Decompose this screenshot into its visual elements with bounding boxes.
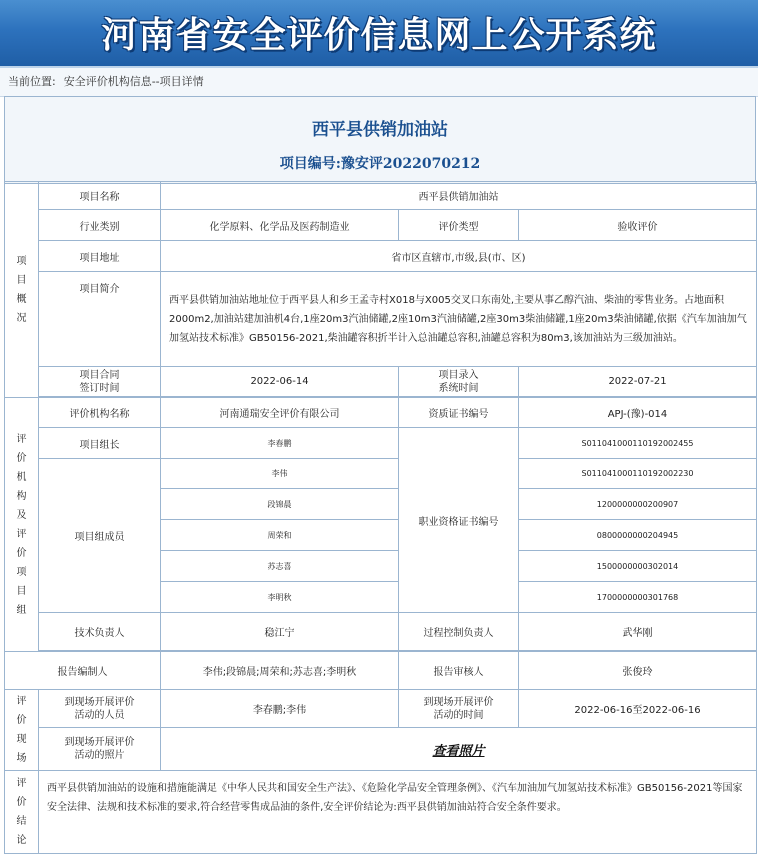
contract-date-value: 2022-06-14 — [161, 367, 399, 397]
section-team — [5, 398, 39, 652]
breadcrumb-path: 安全评价机构信息--项目详情 — [63, 75, 204, 88]
conclusion-text: 西平县供销加油站的设施和措施能满足《中华人民共和国安全生产法》、《危险化学品安全管理条例》、《汽车加油加气加氢站技术标准》GB50156-2021等国家安全法律、法规和技术标准的要求,符合经营零售成品油的条件,安全评价结论为:西平县供销加油站符合安全条件要求。 — [39, 771, 757, 854]
breadcrumb-prefix: 当前位置: — [8, 75, 56, 88]
section-site — [5, 690, 39, 771]
section-overview — [5, 182, 39, 398]
qual-cert-label: 职业资格证书编号 — [399, 428, 519, 613]
project-header — [4, 96, 756, 184]
industry-value: 化学原料、化学品及医药制造业 — [161, 210, 399, 241]
eval-type-value: 验收评价 — [519, 210, 757, 241]
process-lead-label: 过程控制负责人 — [399, 613, 519, 651]
eval-type-label: 评价类型 — [399, 210, 519, 241]
view-photos-link[interactable]: 查看照片 — [432, 743, 485, 759]
project-name-value: 西平县供销加油站 — [161, 182, 757, 210]
breadcrumb — [0, 68, 758, 97]
member-cert: 1700000000301768 — [519, 582, 757, 613]
project-number — [5, 153, 755, 173]
site-time-label: 到现场开展评价 活动的时间 — [399, 690, 519, 728]
cert-value: APJ-(豫)-014 — [519, 398, 757, 428]
intro-label: 项目简介 — [39, 272, 161, 367]
project-number-value: 豫安评2022070212 — [340, 156, 481, 172]
member-cert: 1500000000302014 — [519, 551, 757, 582]
section-label: 评 价 机 构 及 评 价 项 目 组 — [16, 433, 27, 616]
site-photo-cell — [161, 728, 757, 771]
project-number-label: 项目编号: — [279, 156, 341, 172]
tech-lead-value: 稳江宁 — [161, 613, 399, 651]
leader-label: 项目组长 — [39, 428, 161, 459]
intro-value: 西平县供销加油站地址位于西平县人和乡王孟寺村X018与X005交叉口东南处,主要从事乙醇汽油、柴油的零售业务。占地面积2000m2,加油站建加油机4台,1座20m3汽油储罐,2座10m3汽油储罐,2座30m3柴油储罐,1座20m3柴油储罐,依据《汽车加油加气加氢站技术标准》GB50156-2021,柴油罐容积折半计入总油罐总容积,油罐总容积为80m3,该加油站为三级加油站。 — [161, 272, 757, 367]
site-people-label: 到现场开展评价 活动的人员 — [39, 690, 161, 728]
reviewer-label: 报告审核人 — [399, 652, 519, 690]
tech-lead-label: 技术负责人 — [39, 613, 161, 651]
member-cert: 0800000000204945 — [519, 520, 757, 551]
org-value: 河南通瑞安全评价有限公司 — [161, 398, 399, 428]
site-photo-label: 到现场开展评价 活动的照片 — [39, 728, 161, 771]
site-time-value: 2022-06-16至2022-06-16 — [519, 690, 757, 728]
section-label: 项 目 概 况 — [16, 255, 27, 324]
entry-date-label: 项目录入 系统时间 — [399, 367, 519, 397]
process-lead-value: 武华刚 — [519, 613, 757, 651]
address-value: 省市区直辖市,市级,县(市、区) — [161, 241, 757, 272]
cert-label: 资质证书编号 — [399, 398, 519, 428]
project-detail-table — [4, 181, 757, 854]
report-writers-value: 李伟;段锦晨;周荣和;苏志喜;李明秋 — [161, 652, 399, 690]
reviewer-value: 张俊玲 — [519, 652, 757, 690]
section-label: 评 价 现 场 — [16, 696, 27, 764]
site-people-value: 李春鹏;李伟 — [161, 690, 399, 728]
contract-date-label: 项目合同 签订时间 — [39, 367, 161, 397]
entry-date-value: 2022-07-21 — [519, 367, 757, 397]
leader-name: 李春鹏 — [161, 428, 399, 459]
member-cert: S011041000110192002230 — [519, 459, 757, 489]
project-title: 西平县供销加油站 — [312, 120, 448, 140]
member-name: 周荣和 — [161, 520, 399, 551]
section-label: 评 价 结 论 — [16, 778, 27, 846]
project-name-label: 项目名称 — [39, 182, 161, 210]
members-label: 项目组成员 — [39, 459, 161, 613]
member-name: 段锦晨 — [161, 489, 399, 520]
member-name: 李伟 — [161, 459, 399, 489]
site-banner — [0, 0, 758, 68]
site-title: 河南省安全评价信息网上公开系统 — [101, 15, 657, 56]
member-name: 李明秋 — [161, 582, 399, 613]
org-label: 评价机构名称 — [39, 398, 161, 428]
leader-cert: S011041000110192002455 — [519, 428, 757, 459]
section-conclusion — [5, 771, 39, 854]
report-writers-label: 报告编制人 — [5, 652, 161, 690]
member-cert: 1200000000200907 — [519, 489, 757, 520]
address-label: 项目地址 — [39, 241, 161, 272]
industry-label: 行业类别 — [39, 210, 161, 241]
member-name: 苏志喜 — [161, 551, 399, 582]
